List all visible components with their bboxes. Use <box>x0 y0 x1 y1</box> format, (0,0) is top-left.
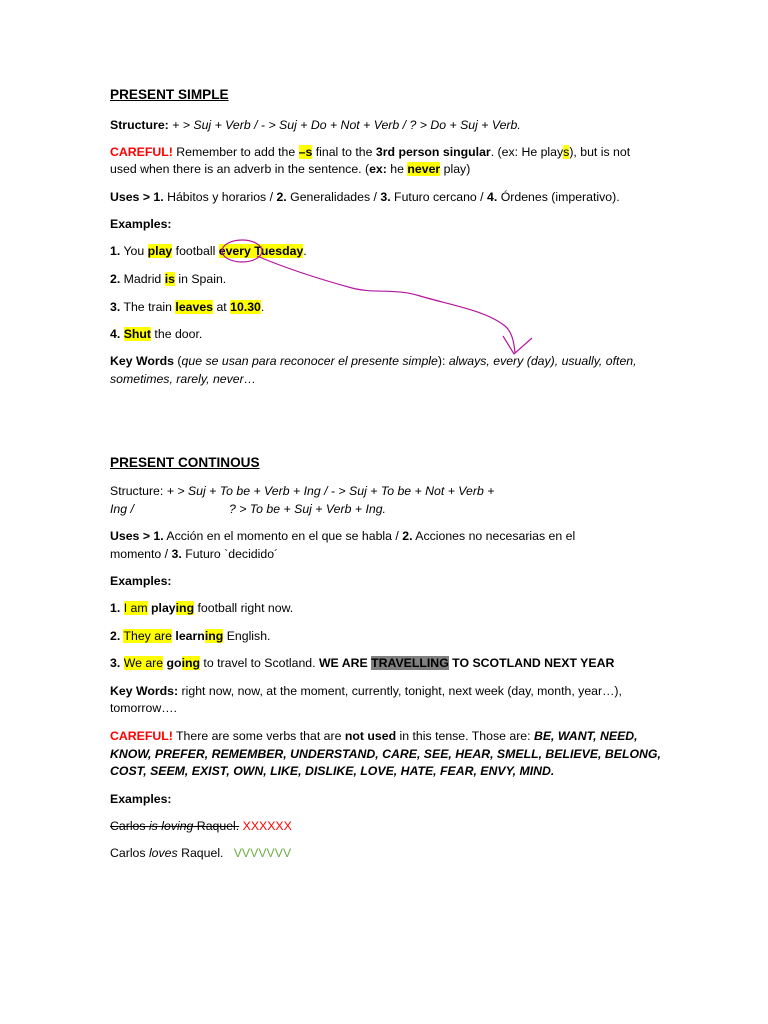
pc-careful-line2: KNOW, PREFER, REMEMBER, UNDERSTAND, CARE, SEE, HEAR, SMELL, BELIEVE, BELONG, <box>110 747 661 761</box>
pc-example-1: 1. I am playing football right now. <box>110 601 294 615</box>
pc-right-example: Carlos loves Raquel. VVVVVVV <box>110 846 292 860</box>
pc-structure-line2: Ing / ? > To be + Suj + Verb + Ing. <box>110 502 386 516</box>
ps-careful-line1: CAREFUL! Remember to add the –s final to the 3rd person singular. (ex: He plays), but is not <box>110 145 631 159</box>
pc-keywords-line2: tomorrow…. <box>110 701 177 715</box>
pc-careful-line3: COST, SEEM, EXIST, OWN, LIKE, DISLIKE, LOVE, HATE, FEAR, ENVY, MIND. <box>110 764 555 778</box>
pc-wrong-example: Carlos is loving Raquel. XXXXXX <box>110 819 292 833</box>
ps-structure: Structure: + > Suj + Verb / - > Suj + Do + Not + Verb / ? > Do + Suj + Verb. <box>110 118 521 132</box>
pc-examples2-label: Examples: <box>110 792 172 806</box>
ps-example-4: 4. Shut the door. <box>110 327 203 341</box>
pc-example-2: 2. They are learning English. <box>110 629 271 643</box>
ps-example-2: 2. Madrid is in Spain. <box>110 272 227 286</box>
present-continuous-title: PRESENT CONTINOUS <box>110 455 260 470</box>
ps-example-3: 3. The train leaves at 10.30. <box>110 300 265 314</box>
ps-careful-line2: used when there is an adverb in the sentence. (ex: he never play) <box>110 162 471 176</box>
pc-keywords-line1: Key Words: right now, now, at the moment, currently, tonight, next week (day, month, year…), <box>110 684 622 698</box>
pc-example-3: 3. We are going to travel to Scotland. WE ARE TRAVELLING TO SCOTLAND NEXT YEAR <box>110 656 615 670</box>
pc-careful-line1: CAREFUL! There are some verbs that are not used in this tense. Those are: BE, WANT, NEED, <box>110 729 638 743</box>
ps-keywords-line2: sometimes, rarely, never… <box>110 372 257 386</box>
ps-uses: Uses > 1. Hábitos y horarios / 2. Generalidades / 3. Futuro cercano / 4. Órdenes (imperativo). <box>110 190 620 204</box>
ps-example-1: 1. You play football every Tuesday. <box>110 244 307 258</box>
ps-examples-label: Examples: <box>110 217 172 231</box>
ps-keywords-line1: Key Words (que se usan para reconocer el presente simple): always, every (day), usually, often, <box>110 354 637 368</box>
pc-structure-line1: Structure: + > Suj + To be + Verb + Ing / - > Suj + To be + Not + Verb + <box>110 484 495 498</box>
pc-examples-label: Examples: <box>110 574 172 588</box>
pc-uses-line1: Uses > 1. Acción en el momento en el que se habla / 2. Acciones no necesarias en el <box>110 529 576 543</box>
pc-uses-line2: momento / 3. Futuro `decidido´ <box>110 547 279 561</box>
present-simple-title: PRESENT SIMPLE <box>110 87 229 102</box>
